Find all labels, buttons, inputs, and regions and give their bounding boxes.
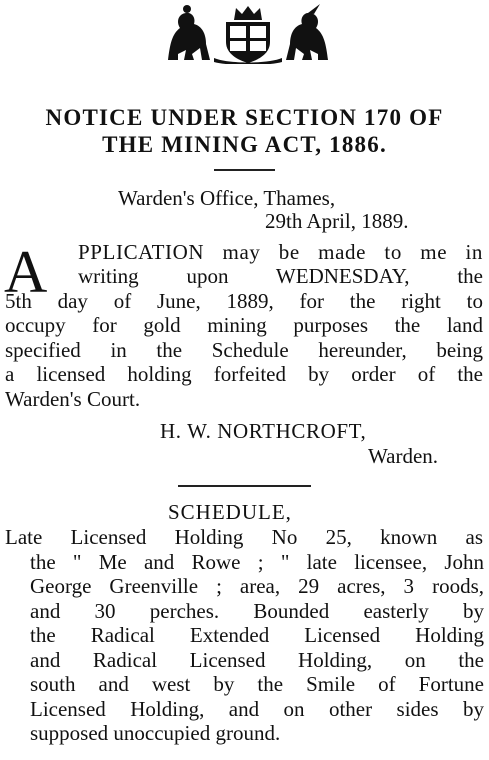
notice-line-6: a licensed holding forfeited by order of the bbox=[5, 362, 483, 386]
schedule-line: Late Licensed Holding No 25, known as bbox=[5, 525, 483, 549]
drop-cap: A bbox=[4, 239, 48, 305]
divider-rule bbox=[178, 485, 311, 487]
schedule-line: George Greenville ; area, 29 acres, 3 roods, bbox=[30, 574, 484, 598]
notice-line-1: PPLICATION may be made to me in bbox=[78, 240, 483, 264]
coat-of-arms-icon bbox=[158, 4, 338, 64]
schedule-line: the Radical Extended Licensed Holding bbox=[30, 623, 484, 647]
schedule-line: and 30 perches. Bounded easterly by bbox=[30, 599, 484, 623]
notice-line-5: specified in the Schedule hereunder, being bbox=[5, 338, 483, 362]
heading-line-2: THE MINING ACT, 1886. bbox=[102, 132, 387, 157]
notice-line-7: Warden's Court. bbox=[5, 387, 141, 411]
notice-line-2: writing upon WEDNESDAY, the bbox=[78, 264, 483, 288]
schedule-line: supposed unoccupied ground. bbox=[30, 721, 281, 745]
notice-line-4: occupy for gold mining purposes the land bbox=[5, 313, 483, 337]
divider-rule bbox=[214, 169, 275, 171]
signature-name: H. W. NORTHCROFT, bbox=[160, 419, 367, 443]
heading-line-1: NOTICE UNDER SECTION 170 OF bbox=[45, 105, 444, 130]
dateline-date: 29th April, 1889. bbox=[265, 209, 409, 233]
notice-line-3: 5th day of June, 1889, for the right to bbox=[5, 289, 483, 313]
schedule-line: and Radical Licensed Holding, on the bbox=[30, 648, 484, 672]
schedule-line: south and west by the Smile of Fortune bbox=[30, 672, 484, 696]
schedule-line: Licensed Holding, and on other sides by bbox=[30, 697, 484, 721]
schedule-line: the " Me and Rowe ; " late licensee, John bbox=[30, 550, 484, 574]
schedule-title: SCHEDULE, bbox=[168, 500, 292, 524]
signature-title: Warden. bbox=[368, 444, 439, 468]
dateline-place: Warden's Office, Thames, bbox=[118, 186, 336, 210]
